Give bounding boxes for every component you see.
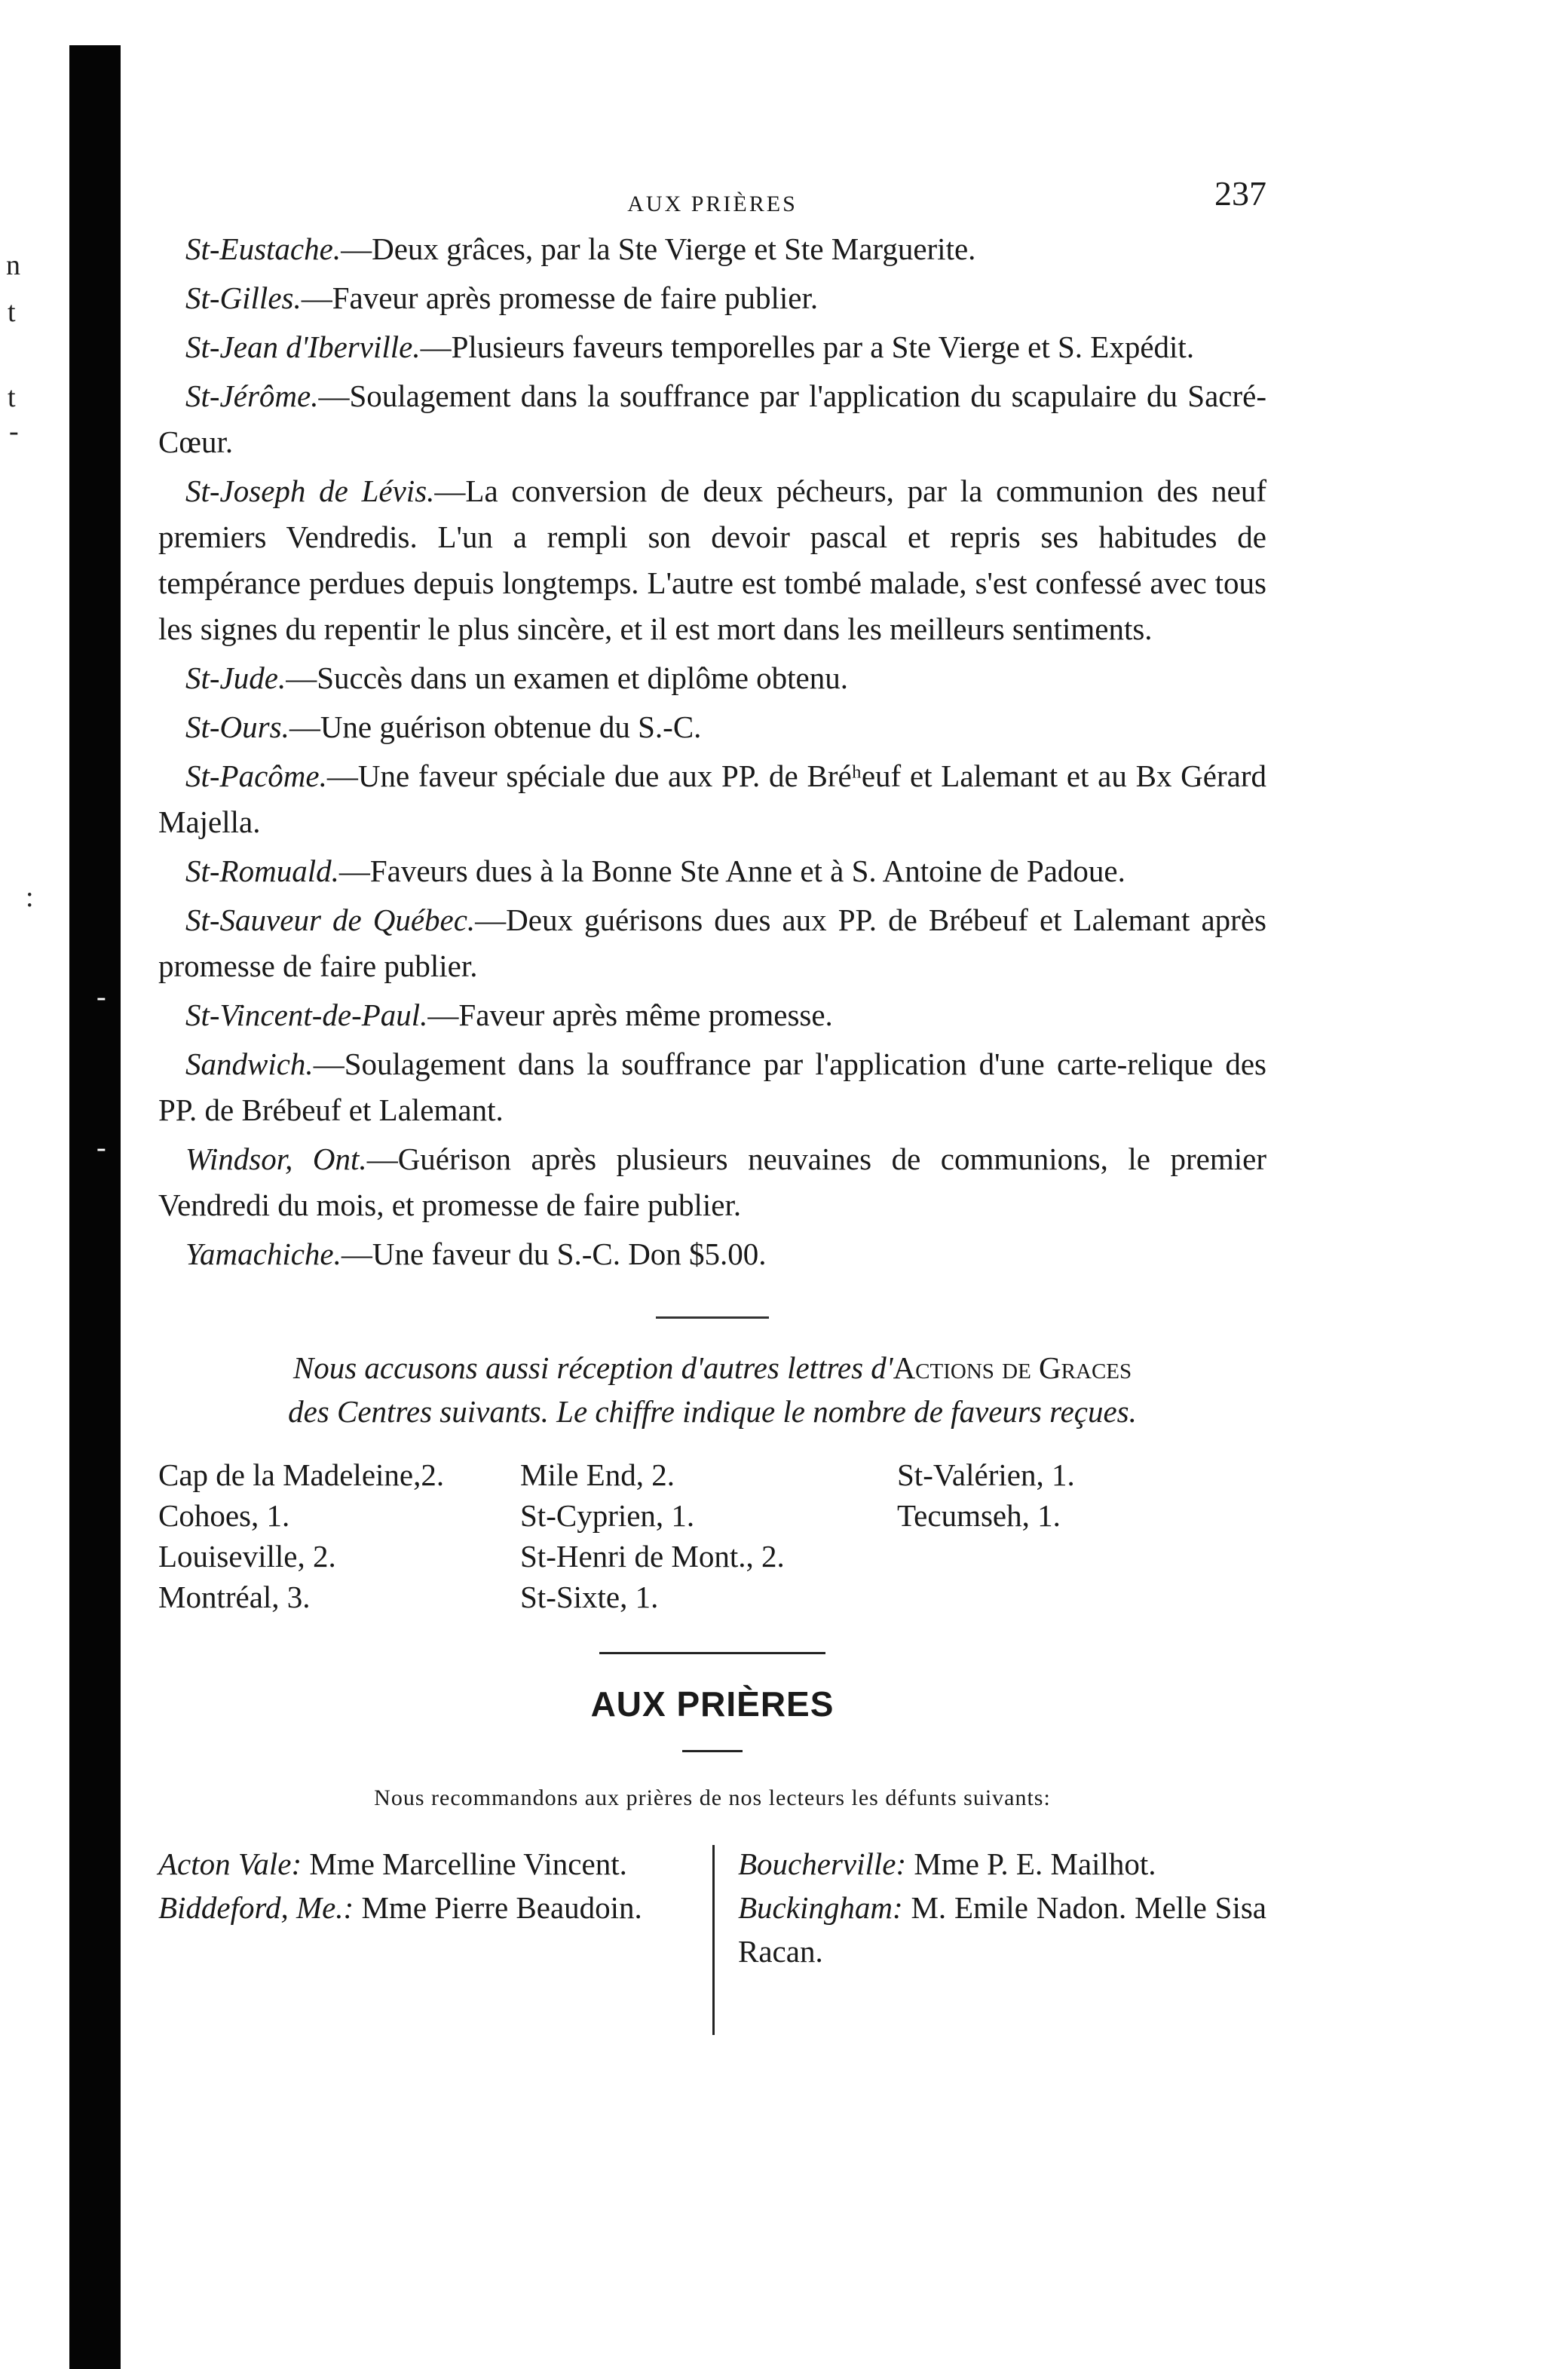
ack-column — [520, 1454, 897, 1617]
favor-entry — [158, 1231, 1266, 1277]
ack-centre: St-Cyprien, 1. — [520, 1498, 695, 1533]
deceased-list — [158, 1842, 1266, 1973]
deceased-column-left — [158, 1842, 712, 1973]
favor-entry — [158, 897, 1266, 989]
ack-centre: St-Valérien, 1. — [897, 1457, 1075, 1492]
favor-entry — [158, 226, 1266, 272]
entry-place: Sandwich. — [185, 1047, 314, 1081]
favor-entry — [158, 704, 1266, 750]
deceased-entry — [738, 1842, 1266, 1886]
ack-centre: St-Sixte, 1. — [520, 1580, 659, 1614]
favor-entry — [158, 655, 1266, 701]
deceased-place: Buckingham: — [738, 1890, 903, 1925]
favor-entry — [158, 1136, 1266, 1228]
deceased-name: Mme Pierre Beaudoin. — [354, 1890, 642, 1925]
entry-text: —Succès dans un examen et diplôme obtenu. — [286, 660, 848, 695]
ack-italic: Nous accusons aussi réception d'autres lettres d' — [292, 1350, 893, 1385]
entry-text: —La conversion de deux pécheurs, par la communion des neuf premiers Vendredis. L'un a rempli son devoir pascal et repris ses habitudes de tempérance perdues depuis longtemps. L'autre est tombé malade, s'est confessé avec tous les signes du repentir le plus sincère, et il est mort dans les meilleurs sentiments. — [158, 473, 1266, 646]
entry-text: —Soulagement dans la souffrance par l'application d'une carte-relique des PP. de Brébeuf et Lalemant. — [158, 1047, 1266, 1127]
title-underline — [682, 1750, 743, 1752]
ack-centre: Louiseville, 2. — [158, 1539, 336, 1574]
entry-place: St-Romuald. — [185, 854, 339, 888]
margin-fragment: - — [96, 981, 106, 1013]
margin-fragment: t — [8, 296, 16, 328]
entry-place: St-Eustache. — [185, 231, 341, 266]
favors-list — [158, 226, 1266, 1277]
entry-place: St-Pacôme. — [185, 759, 327, 793]
deceased-entry — [738, 1886, 1266, 1973]
margin-fragment: - — [96, 1132, 106, 1163]
ack-centre: Tecumseh, 1. — [897, 1498, 1061, 1533]
deceased-place: Biddeford, Me.: — [158, 1890, 354, 1925]
entry-place: St-Ours. — [185, 709, 289, 744]
entry-text: —Faveur après promesse de faire publier. — [301, 280, 819, 315]
deceased-column-right — [712, 1842, 1266, 1973]
favor-entry — [158, 373, 1266, 465]
ack-centre: Cap de la Madeleine,2. — [158, 1457, 445, 1492]
deceased-name: Mme P. E. Mailhot. — [906, 1846, 1156, 1881]
ack-centre: Cohoes, 1. — [158, 1498, 290, 1533]
ack-column — [158, 1454, 520, 1617]
entry-text: —Une faveur du S.-C. Don $5.00. — [341, 1237, 767, 1271]
page-content — [158, 173, 1266, 1973]
ack-centres-grid — [158, 1454, 1266, 1617]
entry-place: St-Gilles. — [185, 280, 302, 315]
ack-centre: St-Henri de Mont., 2. — [520, 1539, 785, 1574]
separator-rule — [656, 1316, 769, 1319]
column-divider — [712, 1845, 715, 2035]
favor-entry — [158, 753, 1266, 845]
entry-text: —Deux grâces, par la Ste Vierge et Ste Marguerite. — [341, 231, 976, 266]
recommend-line: Nous recommandons aux prières de nos lecteurs les défunts suivants: — [374, 1785, 1051, 1810]
running-head — [158, 173, 1266, 226]
ack-centre: Montréal, 3. — [158, 1580, 311, 1614]
entry-text: —Soulagement dans la souffrance par l'application du scapulaire du Sacré-Cœur. — [158, 378, 1266, 459]
entry-place: Windsor, Ont. — [185, 1142, 367, 1176]
entry-place: St-Joseph de Lévis. — [185, 473, 435, 508]
section-title: AUX PRIÈRES — [590, 1684, 835, 1724]
entry-text: —Une guérison obtenue du S.-C. — [289, 709, 702, 744]
entry-text: —Deux guérisons dues aux PP. de Brébeuf et Lalemant après promesse de faire publier. — [158, 903, 1266, 983]
entry-place: St-Vincent-de-Paul. — [185, 998, 428, 1032]
margin-fragment: : — [26, 881, 34, 913]
entry-place: St-Sauveur de Québec. — [185, 903, 476, 937]
favor-entry — [158, 848, 1266, 894]
entry-text: —Une faveur spéciale due aux PP. de Bréʰeuf et Lalemant et au Bx Gérard Majella. — [158, 759, 1266, 839]
ack-column — [897, 1454, 1266, 1617]
favor-entry — [158, 468, 1266, 652]
entry-place: Yamachiche. — [185, 1237, 341, 1271]
entry-text: —Faveurs dues à la Bonne Ste Anne et à S. Antoine de Padoue. — [338, 854, 1125, 888]
entry-place: St-Jérôme. — [185, 378, 319, 413]
entry-text: —Faveur après même promesse. — [427, 998, 833, 1032]
entry-place: St-Jean d'Iberville. — [185, 329, 421, 364]
entry-text: —Guérison après plusieurs neuvaines de communions, le premier Vendredi du mois, et promesse de faire publier. — [158, 1142, 1266, 1222]
margin-fragment: t — [8, 382, 16, 413]
margin-fragment: - — [9, 415, 19, 447]
ack-centre: Mile End, 2. — [520, 1457, 675, 1492]
scan-binding-edge — [69, 45, 121, 2369]
favor-entry — [158, 992, 1266, 1038]
deceased-entry — [158, 1886, 687, 1929]
ack-line-2: des Centres suivants. Le chiffre indique le nombre de faveurs reçues. — [288, 1394, 1137, 1429]
page-number: 237 — [1214, 174, 1266, 213]
acknowledgement-text — [158, 1346, 1266, 1433]
deceased-name: Mme Marcelline Vincent. — [302, 1846, 627, 1881]
deceased-place: Boucherville: — [738, 1846, 907, 1881]
favor-entry — [158, 1041, 1266, 1133]
deceased-entry — [158, 1842, 687, 1886]
deceased-name: M. Emile Nadon. Melle Sisa Racan. — [738, 1890, 1266, 1969]
running-title: AUX PRIÈRES — [627, 192, 798, 216]
favor-entry — [158, 275, 1266, 321]
ack-line-1 — [158, 1346, 1266, 1390]
entry-place: St-Jude. — [185, 660, 286, 695]
deceased-place: Acton Vale: — [158, 1846, 302, 1881]
ack-smallcaps: Actions de Graces — [893, 1350, 1132, 1385]
margin-fragment: n — [6, 250, 20, 281]
section-rule — [599, 1652, 825, 1654]
favor-entry — [158, 324, 1266, 370]
entry-text: —Plusieurs faveurs temporelles par a Ste Vierge et S. Expédit. — [420, 329, 1195, 364]
